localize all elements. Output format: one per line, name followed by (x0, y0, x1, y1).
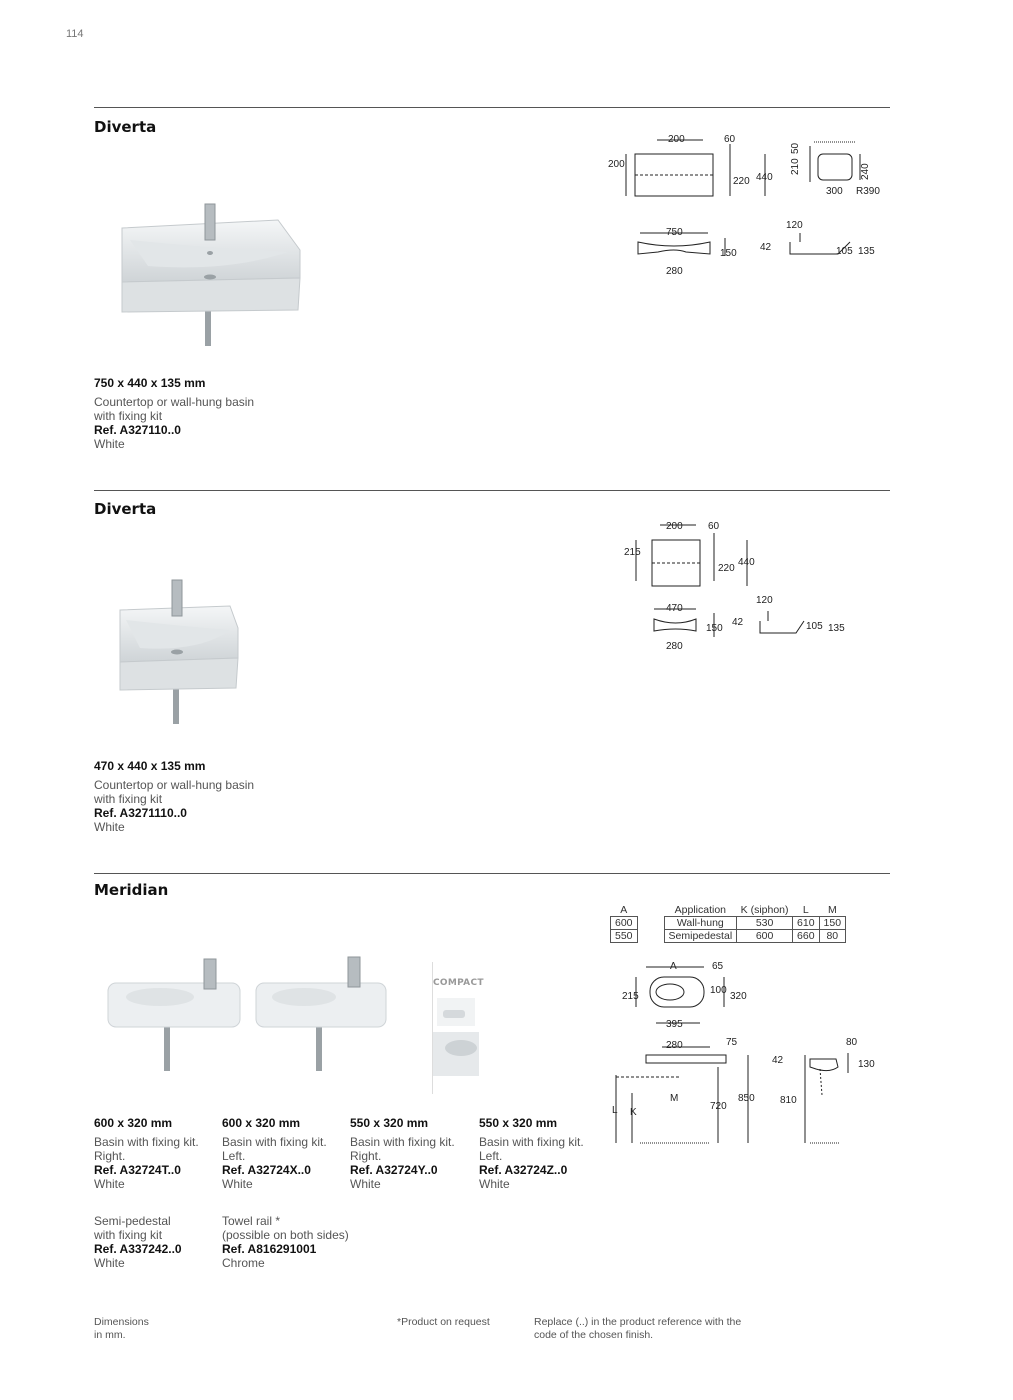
svg-text:L: L (612, 1105, 618, 1116)
product-finish: White (222, 1177, 253, 1191)
table-cell: 600 (611, 917, 638, 930)
svg-text:50: 50 (790, 142, 801, 154)
accessory-description: with fixing kit (94, 1228, 163, 1242)
product-dimensions: 750 x 440 x 135 mm (94, 376, 206, 390)
svg-text:215: 215 (624, 547, 641, 558)
svg-text:240: 240 (860, 163, 871, 180)
svg-text:42: 42 (732, 617, 744, 628)
accessory-reference: Ref. A337242..0 (94, 1242, 182, 1256)
product-reference: Ref. A32724Z..0 (479, 1163, 568, 1177)
section-title-diverta-750: Diverta (94, 118, 157, 136)
svg-text:105: 105 (836, 246, 853, 257)
drain-pipe (205, 308, 211, 346)
svg-text:60: 60 (708, 521, 720, 532)
product-spec-diverta-750 (94, 376, 284, 451)
technical-drawing-diverta-470 (600, 515, 890, 655)
svg-text:42: 42 (760, 242, 772, 253)
svg-text:42: 42 (772, 1055, 784, 1066)
accessory-spec-semi-pedestal (94, 1214, 219, 1270)
svg-text:100: 100 (710, 985, 727, 996)
faucet (205, 204, 215, 240)
drain-pipe (173, 686, 179, 724)
svg-text:810: 810 (780, 1095, 797, 1106)
section-divider (94, 873, 890, 874)
product-description: Basin with fixing kit. (94, 1135, 199, 1149)
svg-text:R390: R390 (856, 186, 880, 197)
accessory-finish: Chrome (222, 1256, 265, 1270)
svg-text:150: 150 (706, 623, 723, 634)
technical-drawing-diverta-750 (600, 130, 890, 280)
product-description: Basin with fixing kit. (479, 1135, 584, 1149)
svg-text:200: 200 (668, 134, 685, 145)
svg-text:440: 440 (756, 172, 773, 183)
basin-illustration-diverta-750 (108, 200, 308, 350)
basin-illustration-meridian-right (104, 955, 244, 1073)
svg-text:850: 850 (738, 1093, 755, 1104)
product-description: Countertop or wall-hung basin (94, 778, 255, 792)
svg-text:120: 120 (756, 595, 773, 606)
product-spec-meridian-600-right (94, 1116, 219, 1191)
svg-text:750: 750 (666, 227, 683, 238)
table-row: Semipedestal 600 660 80 (664, 930, 846, 943)
footer-dimensions-note: Dimensions in mm. (94, 1316, 149, 1341)
table-row: Wall-hung 530 610 150 (664, 917, 846, 930)
section-title-diverta-470: Diverta (94, 500, 157, 518)
svg-text:150: 150 (720, 248, 737, 259)
table-header: K (siphon) (740, 904, 789, 916)
product-dimensions: 550 x 320 mm (479, 1116, 558, 1130)
svg-text:210: 210 (790, 158, 801, 175)
svg-text:220: 220 (733, 176, 750, 187)
svg-text:A: A (670, 961, 677, 972)
accessory-finish: White (94, 1256, 125, 1270)
svg-text:395: 395 (666, 1019, 683, 1030)
svg-text:M: M (670, 1093, 679, 1104)
svg-text:200: 200 (608, 159, 625, 170)
table-cell: 550 (611, 930, 638, 943)
product-side: Left. (222, 1149, 246, 1163)
product-finish: White (94, 820, 125, 834)
product-description: with fixing kit (94, 409, 163, 423)
table-header: M (827, 904, 837, 916)
product-spec-meridian-550-right (350, 1116, 475, 1191)
product-finish: White (350, 1177, 381, 1191)
svg-text:130: 130 (858, 1059, 875, 1070)
svg-text:200: 200 (666, 521, 683, 532)
product-description: Basin with fixing kit. (350, 1135, 455, 1149)
product-spec-diverta-470 (94, 759, 284, 834)
accessory-description: (possible on both sides) (222, 1228, 349, 1242)
compact-inset (432, 962, 484, 1094)
svg-text:120: 120 (786, 220, 803, 231)
compact-thumbnails (433, 988, 479, 1078)
product-reference: Ref. A32724X..0 (222, 1163, 311, 1177)
section-divider (94, 490, 890, 491)
svg-text:320: 320 (730, 991, 747, 1002)
accessory-spec-towel-rail (222, 1214, 382, 1270)
dimension-table (610, 904, 846, 943)
svg-text:80: 80 (846, 1037, 858, 1048)
compact-label: COMPACT (433, 978, 484, 988)
basin-illustration-diverta-470 (110, 578, 250, 728)
drawing-labels (608, 134, 880, 277)
product-finish: White (94, 1177, 125, 1191)
svg-text:65: 65 (712, 961, 724, 972)
svg-text:280: 280 (666, 1040, 683, 1051)
footer-request-note: *Product on request (397, 1316, 490, 1328)
svg-text:105: 105 (806, 621, 823, 632)
svg-text:K: K (630, 1107, 637, 1118)
svg-text:300: 300 (826, 186, 843, 197)
product-finish: White (479, 1177, 510, 1191)
product-description: Basin with fixing kit. (222, 1135, 327, 1149)
product-reference: Ref. A327110..0 (94, 423, 181, 437)
accessory-reference: Ref. A816291001 (222, 1242, 317, 1256)
svg-text:215: 215 (622, 991, 639, 1002)
table-header: Application (674, 904, 727, 916)
svg-text:135: 135 (828, 623, 845, 634)
svg-text:280: 280 (666, 266, 683, 277)
product-spec-meridian-600-left (222, 1116, 347, 1191)
faucet (204, 959, 216, 989)
page-number: 114 (66, 28, 84, 40)
accessory-name: Towel rail * (222, 1214, 281, 1228)
product-reference: Ref. A3271110..0 (94, 806, 187, 820)
product-dimensions: 470 x 440 x 135 mm (94, 759, 206, 773)
faucet (348, 957, 360, 987)
svg-text:220: 220 (718, 563, 735, 574)
svg-text:280: 280 (666, 641, 683, 652)
section-title-meridian: Meridian (94, 881, 169, 899)
product-side: Right. (94, 1149, 126, 1163)
svg-text:60: 60 (724, 134, 736, 145)
section-divider (94, 107, 890, 108)
product-side: Right. (350, 1149, 382, 1163)
table-header: A (620, 904, 628, 916)
product-dimensions: 550 x 320 mm (350, 1116, 429, 1130)
basin-illustration-meridian-left (252, 955, 392, 1073)
product-description: Countertop or wall-hung basin (94, 395, 255, 409)
footer-replace-note: Replace (..) in the product reference with the code of the chosen finish. (534, 1316, 742, 1341)
product-description: with fixing kit (94, 792, 163, 806)
accessory-name: Semi-pedestal (94, 1214, 171, 1228)
product-dimensions: 600 x 320 mm (94, 1116, 173, 1130)
product-spec-meridian-550-left (479, 1116, 604, 1191)
product-finish: White (94, 437, 125, 451)
svg-text:440: 440 (738, 557, 755, 568)
product-reference: Ref. A32724T..0 (94, 1163, 181, 1177)
product-dimensions: 600 x 320 mm (222, 1116, 301, 1130)
svg-text:75: 75 (726, 1037, 738, 1048)
table-header: L (802, 904, 809, 916)
svg-text:135: 135 (858, 246, 875, 257)
svg-text:720: 720 (710, 1101, 727, 1112)
product-side: Left. (479, 1149, 503, 1163)
svg-text:470: 470 (666, 603, 683, 614)
technical-drawing-meridian (600, 955, 890, 1150)
faucet (172, 580, 182, 616)
product-reference: Ref. A32724Y..0 (350, 1163, 438, 1177)
